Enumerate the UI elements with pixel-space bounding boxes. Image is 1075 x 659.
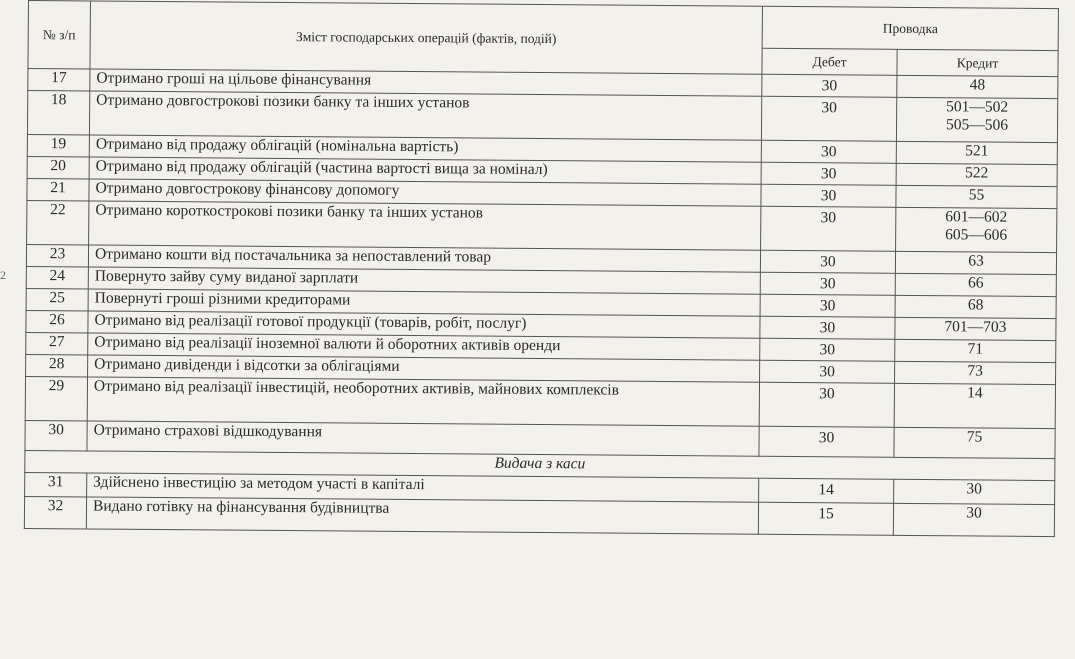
row-debit: 30 bbox=[762, 74, 897, 97]
row-debit: 30 bbox=[761, 162, 896, 185]
row-number: 29 bbox=[25, 376, 87, 420]
row-description: Отримано короткострокові позики банку та інших установ bbox=[89, 201, 761, 250]
row-number: 20 bbox=[27, 156, 89, 178]
row-credit: 521 bbox=[896, 141, 1057, 164]
row-debit: 30 bbox=[761, 206, 896, 251]
row-description: Отримано дивіденди і відсотки за облігаціями bbox=[88, 355, 760, 382]
row-number: 26 bbox=[26, 310, 88, 332]
row-debit: 30 bbox=[761, 140, 896, 163]
row-description: Отримано від продажу облігацій (номінальна вартість) bbox=[89, 135, 761, 162]
row-debit: 30 bbox=[760, 272, 895, 295]
row-number: 25 bbox=[26, 288, 88, 310]
row-debit: 30 bbox=[760, 338, 895, 361]
row-debit: 30 bbox=[760, 250, 895, 273]
row-number: 28 bbox=[26, 354, 88, 376]
row-description: Отримано від продажу облігацій (частина вартості вища за номінал) bbox=[89, 157, 761, 184]
header-content: Зміст господарських операцій (фактів, подій) bbox=[90, 1, 763, 74]
row-credit: 73 bbox=[895, 361, 1056, 384]
row-credit: 14 bbox=[894, 383, 1055, 428]
row-credit: 701—703 bbox=[895, 317, 1056, 340]
row-debit: 30 bbox=[760, 360, 895, 383]
row-credit: 68 bbox=[895, 295, 1056, 318]
table-row bbox=[24, 496, 1054, 536]
row-description: Отримано страхові відшкодування bbox=[87, 421, 759, 456]
row-number: 31 bbox=[25, 472, 87, 496]
row-debit: 30 bbox=[760, 316, 895, 339]
row-description: Отримано від реалізації іноземної валюти й оборотних активів оренди bbox=[88, 333, 760, 360]
row-credit: 66 bbox=[895, 273, 1056, 296]
row-credit: 501—502 505—506 bbox=[896, 97, 1057, 142]
row-number: 19 bbox=[27, 134, 89, 156]
row-number: 22 bbox=[27, 200, 89, 244]
margin-mark: 2 bbox=[0, 268, 6, 282]
row-debit: 15 bbox=[758, 502, 893, 535]
header-number: № з/п bbox=[28, 1, 91, 69]
row-credit: 30 bbox=[894, 479, 1055, 504]
row-description: Отримано гроші на цільове фінансування bbox=[90, 69, 762, 96]
row-number: 21 bbox=[27, 178, 89, 200]
header-credit: Кредит bbox=[897, 49, 1058, 76]
row-debit: 30 bbox=[759, 382, 894, 427]
row-number: 24 bbox=[26, 266, 88, 288]
row-debit: 30 bbox=[761, 96, 896, 141]
cash-operations-table bbox=[24, 0, 1059, 537]
row-debit: 30 bbox=[760, 294, 895, 317]
row-credit: 30 bbox=[893, 503, 1054, 536]
row-number: 18 bbox=[27, 91, 89, 135]
document-page bbox=[23, 0, 1063, 659]
row-description: Отримано від реалізації інвестицій, необоротних активів, майнових комплексів bbox=[87, 377, 759, 426]
row-credit: 522 bbox=[896, 163, 1057, 186]
row-description: Отримано довгострокові позики банку та інших установ bbox=[89, 91, 761, 140]
row-description: Видано готівку на фінансування будівництва bbox=[86, 497, 758, 534]
row-description: Отримано кошти від постачальника за непоставлений товар bbox=[88, 245, 760, 272]
row-credit: 55 bbox=[896, 185, 1057, 208]
row-debit: 30 bbox=[759, 426, 894, 457]
row-number: 32 bbox=[24, 496, 86, 528]
header-debit: Дебет bbox=[762, 48, 897, 75]
section-title: Видача з каси bbox=[25, 450, 1055, 480]
row-credit: 71 bbox=[895, 339, 1056, 362]
row-description: Отримано довгострокову фінансову допомогу bbox=[89, 179, 761, 206]
row-description: Отримано від реалізації готової продукції (товарів, робіт, послуг) bbox=[88, 311, 760, 338]
row-credit: 48 bbox=[897, 75, 1058, 98]
row-number: 17 bbox=[28, 69, 90, 91]
row-credit: 601—602 605—606 bbox=[896, 207, 1057, 252]
row-description: Повернуто зайву суму виданої зарплати bbox=[88, 267, 760, 294]
row-description: Здійснено інвестицію за методом участі в капіталі bbox=[87, 473, 759, 502]
row-credit: 75 bbox=[894, 427, 1055, 458]
row-credit: 63 bbox=[895, 251, 1056, 274]
row-debit: 14 bbox=[759, 478, 894, 503]
row-number: 23 bbox=[26, 244, 88, 266]
row-debit: 30 bbox=[761, 184, 896, 207]
row-number: 27 bbox=[26, 332, 88, 354]
row-description: Повернуті гроші різними кредиторами bbox=[88, 289, 760, 316]
row-number: 30 bbox=[25, 420, 87, 450]
header-posting: Проводка bbox=[762, 6, 1058, 50]
